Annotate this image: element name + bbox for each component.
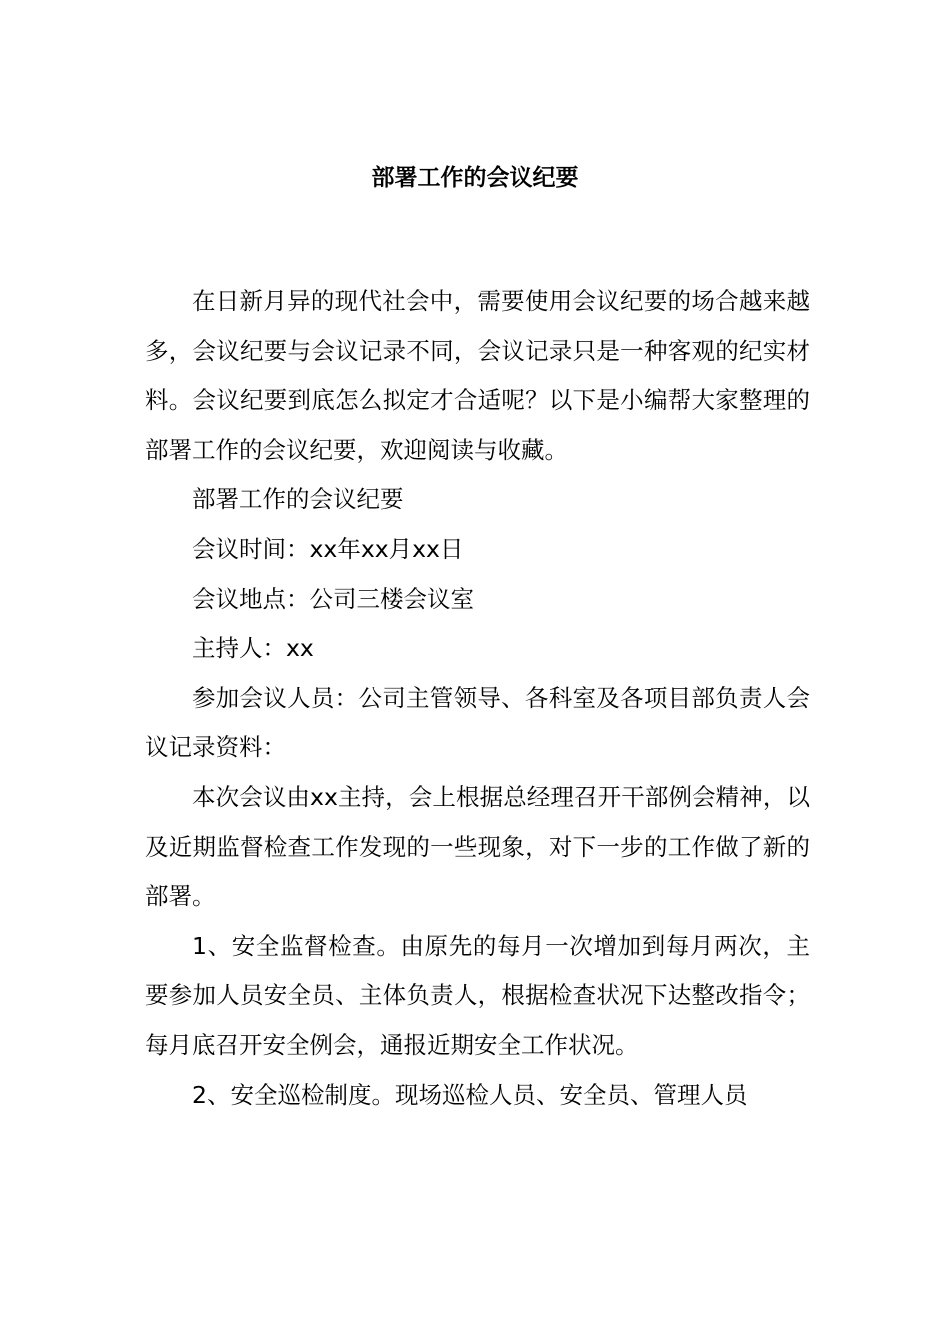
meeting-host: 主持人：xx [192,634,314,663]
meeting-attendees: 参加会议人员：公司主管领导、各科室及各项目部负责人会议记录资料： [145,683,810,762]
document-title: 部署工作的会议纪要 [371,165,579,191]
intro-paragraph: 在日新月异的现代社会中，需要使用会议纪要的场合越来越多，会议纪要与会议记录不同，会议记录只是一种客观的纪实材料。会议纪要到底怎么拟定才合适呢？以下是小编帮大家整理的部署工作的会议纪要，欢迎阅读与收藏。 [145,287,810,464]
document-body [145,277,810,1120]
item-safety-inspection: 1、安全监督检查。由原先的每月一次增加到每月两次，主要参加人员安全员、主体负责人，根据检查状况下达整改指令；每月底召开安全例会，通报近期安全工作状况。 [145,931,810,1059]
meeting-location: 会议地点：公司三楼会议室 [192,584,474,613]
meeting-time: 会议时间：xx年xx月xx日 [192,534,464,563]
subtitle-paragraph: 部署工作的会议纪要 [192,485,404,514]
meeting-summary: 本次会议由xx主持，会上根据总经理召开干部例会精神，以及近期监督检查工作发现的一些现象，对下一步的工作做了新的部署。 [145,782,810,911]
item-safety-patrol: 2、安全巡检制度。现场巡检人员、安全员、管理人员 [192,1080,748,1109]
